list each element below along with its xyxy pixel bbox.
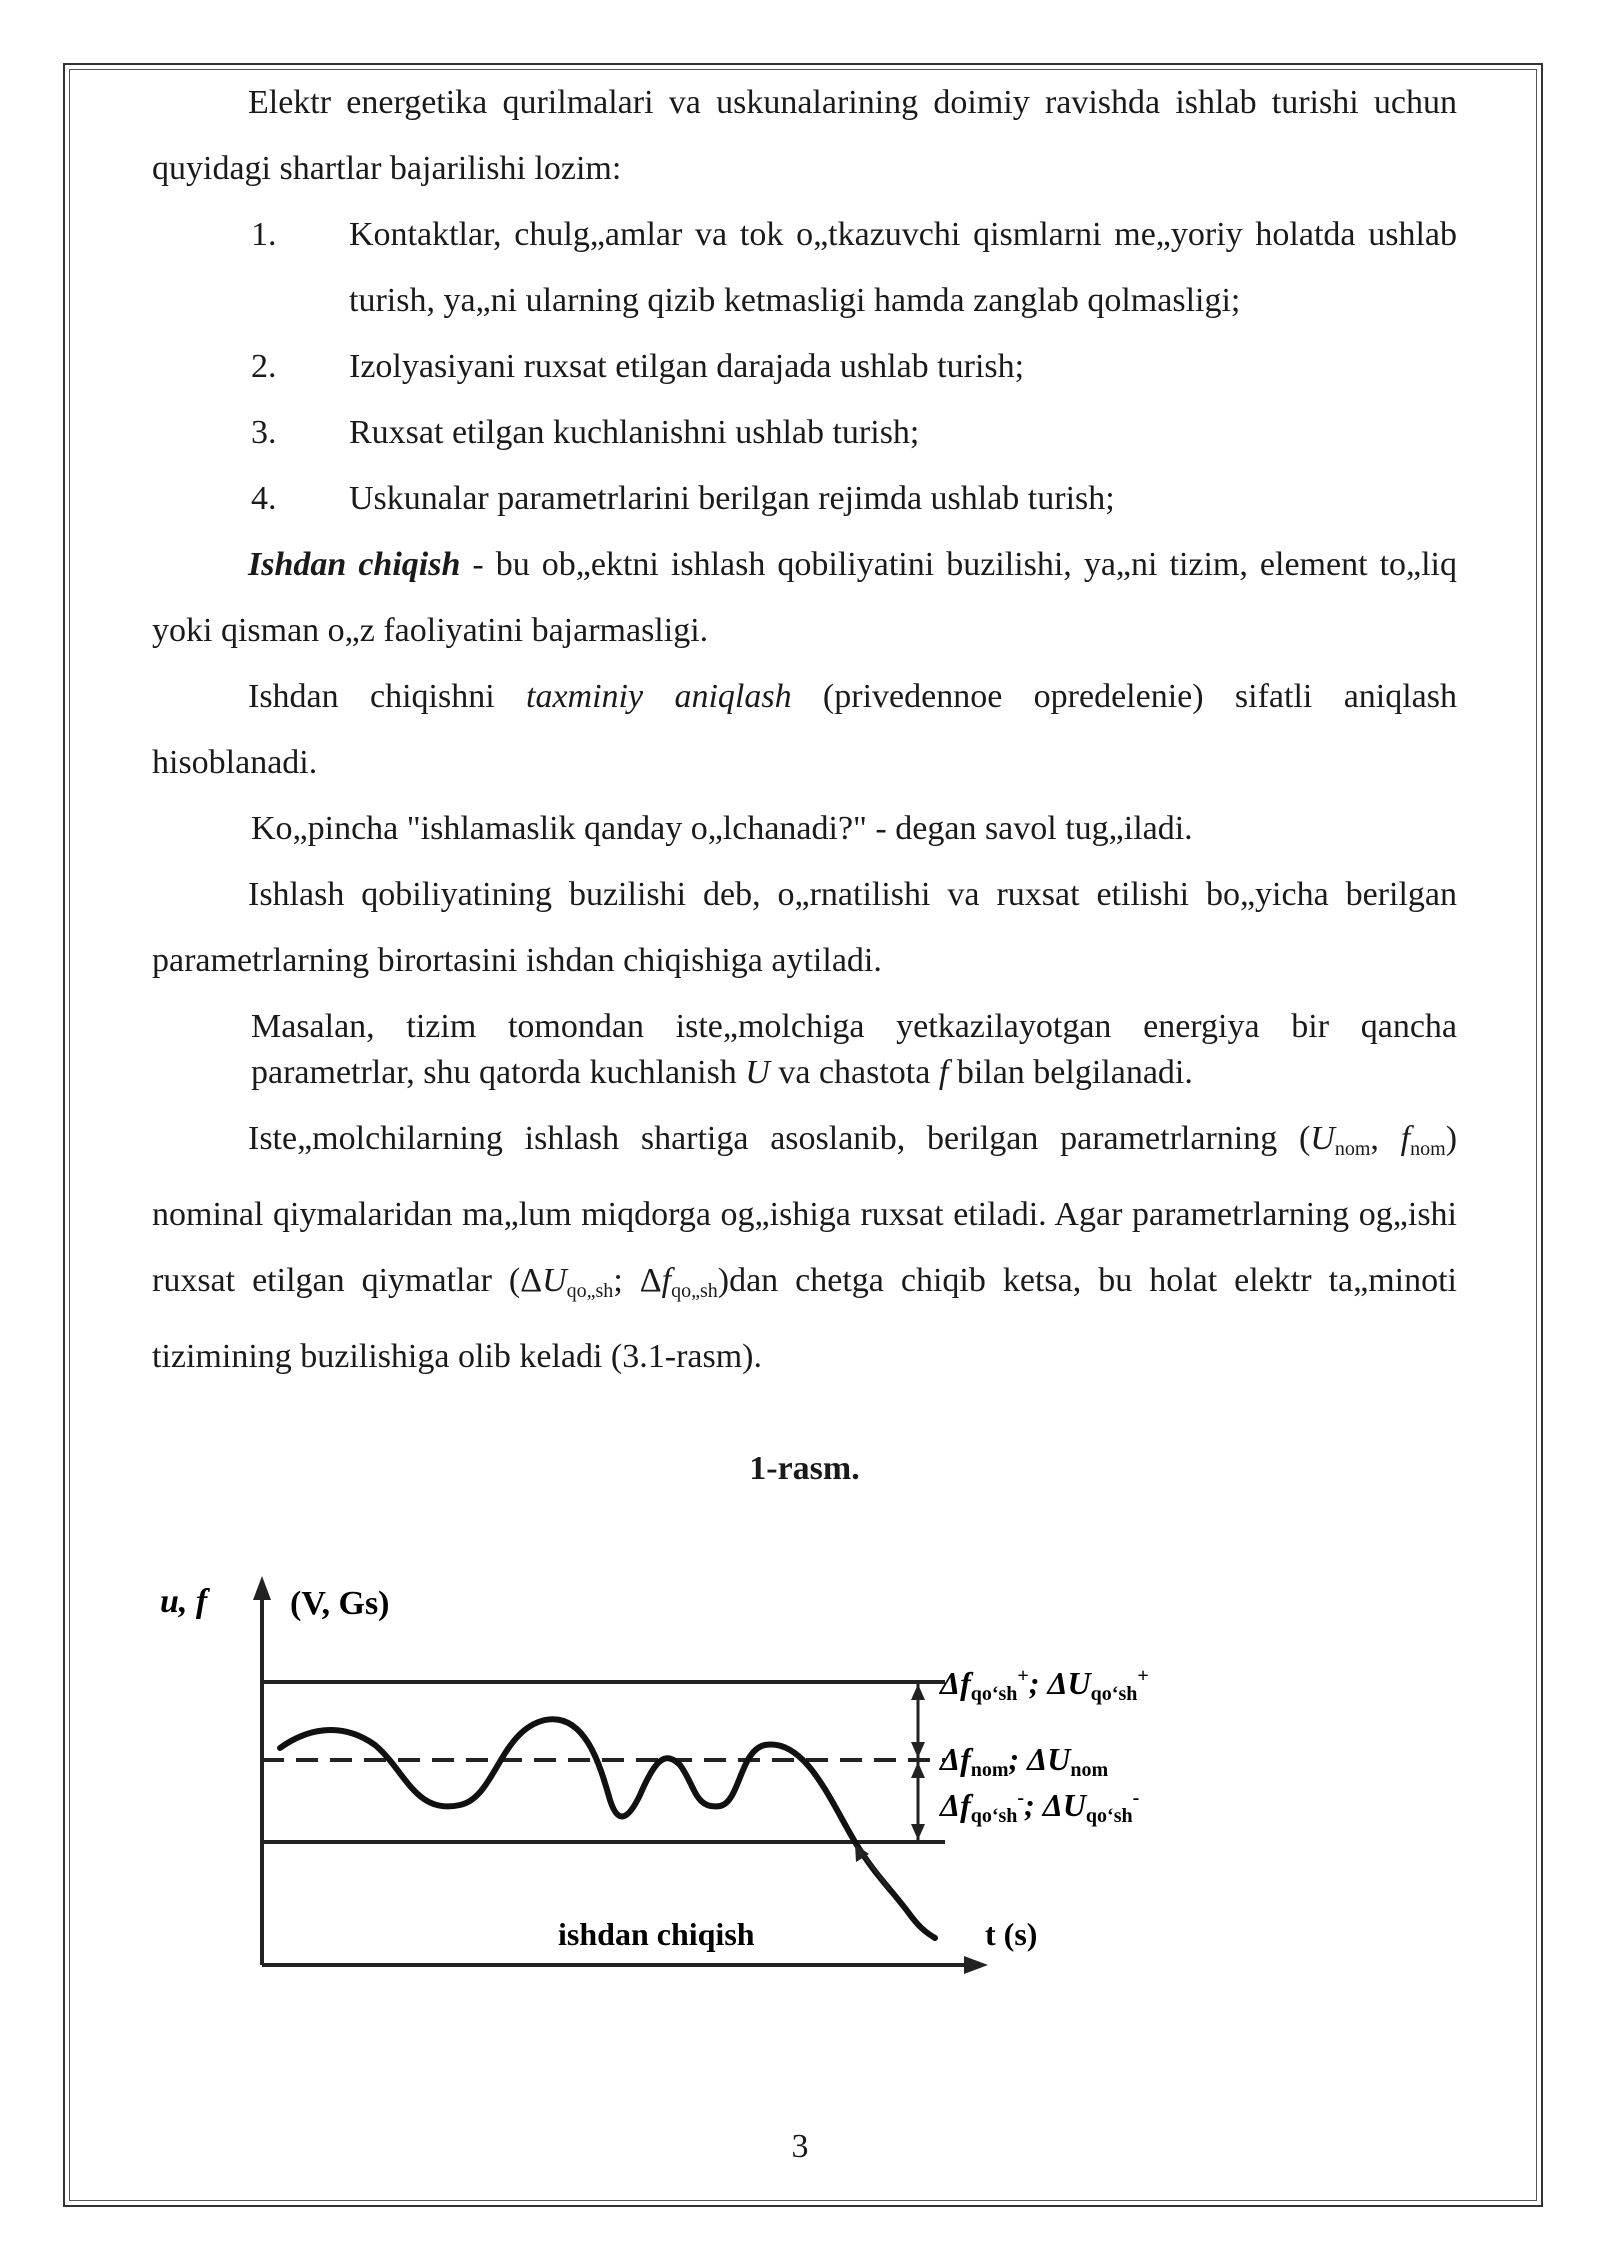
nominal-label: Δfnom; ΔUnom (940, 1741, 1109, 1781)
figure-caption: 1-rasm. (749, 1450, 860, 1487)
list-text: Izolyasiyani ruxsat etilgan darajada ushlab turish; (349, 348, 1025, 385)
text-run: Masalan, tizim tomondan iste„molchiga yetkazilayotgan energiya bir qancha parametrlar, shu qatorda kuchlanish (251, 1008, 1457, 1091)
paragraph-deviation (152, 1106, 1457, 1390)
list-item (251, 334, 1457, 400)
text-run: Iste„molchilarning ishlash shartiga asoslanib, berilgan parametrlarning ( (248, 1120, 1311, 1157)
failure-label: ishdan chiqish (558, 1916, 755, 1952)
y-axis-arrow (253, 1576, 271, 1600)
list-text: Uskunalar parametrlarini berilgan rejimda ushlab turish; (349, 480, 1115, 517)
text-run: (privedennoe opredelenie) sifatli aniqlash hisoblanadi. (152, 678, 1457, 781)
figure-diagram (150, 1570, 1330, 2010)
page-number: 3 (791, 2128, 809, 2165)
bracket-arrow (911, 1824, 925, 1840)
symbol-f: f (938, 1054, 949, 1091)
paragraph-definition (152, 532, 1457, 664)
text-run: , (1370, 1120, 1401, 1157)
text-run: )dan chetga chiqib ketsa, bu holat elektr ta„minoti tizimining buzilishiga olib keladi (3.1-rasm). (152, 1262, 1457, 1375)
definition-text: - bu ob„ektni ishlash qobiliyatini buzilishi, ya„ni tizim, element to„liq yoki qisman o„z faoliyatini bajarmasligi. (152, 546, 1457, 649)
text-run: ) nominal qiymalaridan ma„lum miqdorga og„ishiga ruxsat etiladi. Agar parametrlarning og„ishi ruxsat etilgan qiymatlar (Δ (152, 1120, 1458, 1299)
text-run: ; Δ (613, 1262, 662, 1299)
paragraph-approximate (152, 664, 1457, 796)
list-text: Kontaktlar, chulg„amlar va tok o„tkazuvchi qismlarni me„yoriy holatda ushlab turish, ya„ni ularning qizib ketmasligi hamda zanglab qolmasligi; (349, 216, 1457, 319)
upper-tolerance-label: Δfqo‘sh+; ΔUqo‘sh+ (940, 1665, 1149, 1705)
subscript: qo„sh (671, 1280, 718, 1302)
x-axis-arrow (964, 1956, 988, 1974)
paragraph-example (251, 994, 1457, 1106)
bracket-arrow (911, 1742, 925, 1758)
text-run: Ishdan chiqishni (248, 678, 527, 715)
paragraph-intro: Elektr energetika qurilmalari va uskunalarining doimiy ravishda ishlab turishi uchun quyidagi shartlar bajarilishi lozim: (152, 84, 1457, 187)
symbol-f: f (1400, 1120, 1411, 1157)
bracket-arrow (911, 1684, 925, 1700)
bracket-arrow (911, 1762, 925, 1778)
list-number: 2. (251, 348, 277, 385)
symbol-u: U (745, 1054, 770, 1091)
symbol-u: U (1310, 1120, 1335, 1157)
subscript: nom (1410, 1138, 1446, 1160)
lower-tolerance-label: Δfqo‘sh-; ΔUqo‘sh- (940, 1787, 1140, 1827)
term-ishdan-chiqish: Ishdan chiqish (248, 546, 461, 583)
subscript: nom (1334, 1138, 1371, 1160)
text-run: va chastota (769, 1054, 939, 1091)
symbol-f: f (661, 1262, 672, 1299)
failure-pointer (862, 1853, 890, 1890)
list-text: Ruxsat etilgan kuchlanishni ushlab turish; (349, 414, 920, 451)
subscript: qo„sh (566, 1280, 614, 1302)
paragraph-question: Ko„pincha "ishlamaslik qanday o„lchanadi?" - degan savol tug„iladi. (251, 810, 1193, 847)
term-taxminiy-aniqlash: taxminiy aniqlash (526, 678, 792, 715)
list-item (251, 202, 1457, 334)
y-axis-label: u, f (160, 1583, 208, 1620)
list-number: 3. (251, 414, 277, 451)
figure-voltage-frequency (150, 1570, 1330, 2010)
signal-curve (280, 1719, 935, 1938)
document-body (152, 70, 1457, 1502)
list-number: 1. (251, 216, 277, 253)
text-run: bilan belgilanadi. (948, 1054, 1193, 1091)
paragraph-failure: Ishlash qobiliyatining buzilishi deb, o„rnatilishi va ruxsat etilishi bo„yicha berilgan parametrlarning birortasini ishdan chiqishiga aytiladi. (152, 876, 1457, 979)
list-number: 4. (251, 480, 277, 517)
list-item (251, 400, 1457, 466)
x-axis-label: t (s) (985, 1916, 1038, 1952)
list-item (251, 466, 1457, 532)
y-axis-units: (V, Gs) (290, 1585, 390, 1622)
symbol-u: U (542, 1262, 567, 1299)
